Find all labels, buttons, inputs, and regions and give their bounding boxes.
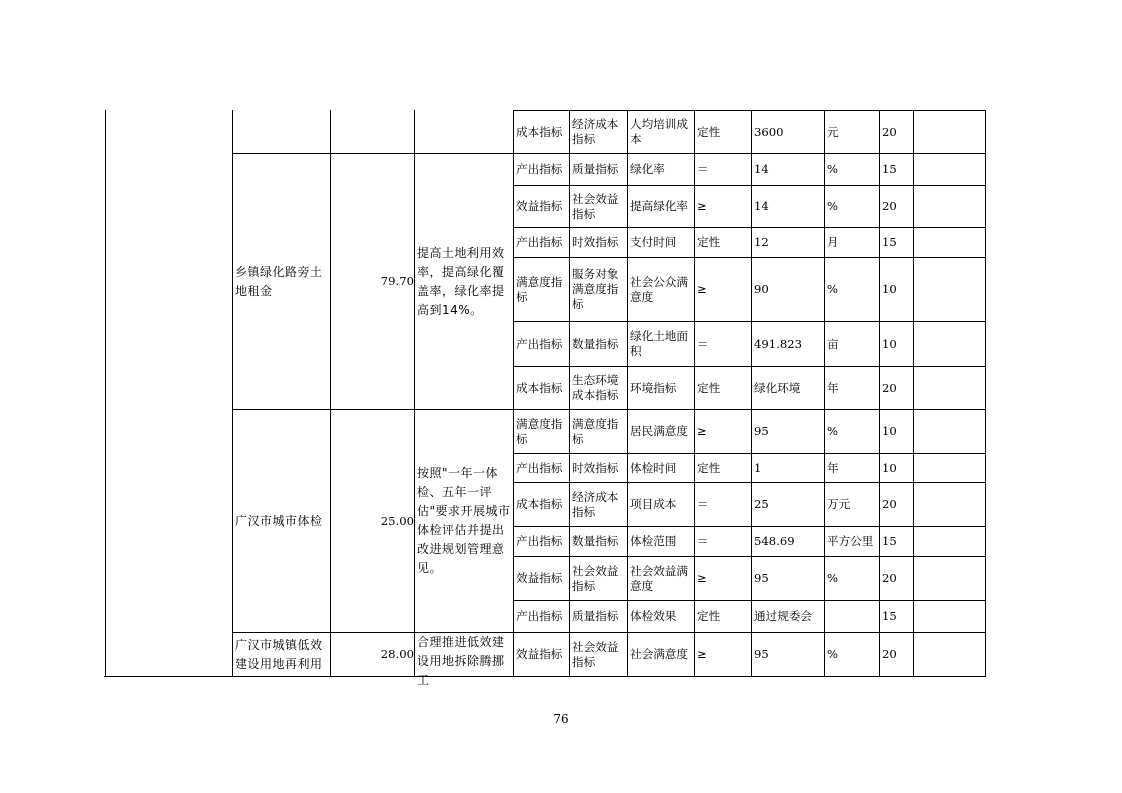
indicator-weight bbox=[879, 410, 913, 453]
indicator-value bbox=[751, 454, 824, 482]
indicator-weight bbox=[879, 633, 913, 676]
indicator-level3 bbox=[627, 557, 694, 600]
indicator-level3-text: 社会满意度 bbox=[630, 647, 688, 661]
indicator-level2-text: 质量指标 bbox=[572, 162, 619, 176]
indicator-weight-text: 20 bbox=[882, 124, 897, 139]
indicator-level1 bbox=[513, 322, 569, 366]
indicator-level2 bbox=[569, 410, 627, 453]
indicator-value bbox=[751, 186, 824, 227]
indicator-value-text: 95 bbox=[754, 571, 769, 585]
project-goal bbox=[414, 154, 513, 409]
indicator-weight-text: 20 bbox=[882, 380, 897, 395]
indicator-weight bbox=[879, 186, 913, 227]
project-goal bbox=[414, 633, 513, 687]
indicator-unit bbox=[824, 527, 879, 556]
indicator-level1-text: 产出指标 bbox=[516, 162, 563, 176]
indicator-operator bbox=[694, 111, 751, 153]
indicator-unit-text: 万元 bbox=[827, 497, 851, 511]
indicator-level3-text: 体检范围 bbox=[630, 534, 677, 548]
indicator-value bbox=[751, 601, 824, 632]
project-name-text: 乡镇绿化路旁土地租金 bbox=[235, 264, 323, 298]
indicator-value-text: 548.69 bbox=[754, 534, 795, 548]
indicator-level1-text: 产出指标 bbox=[516, 336, 563, 351]
indicator-operator-text: 定性 bbox=[697, 124, 721, 139]
indicator-level3 bbox=[627, 258, 694, 321]
indicator-level2 bbox=[569, 258, 627, 321]
indicator-operator bbox=[694, 410, 751, 453]
indicator-level2-text: 数量指标 bbox=[572, 336, 619, 351]
indicator-level3 bbox=[627, 633, 694, 676]
project-amount bbox=[330, 154, 414, 409]
indicator-operator bbox=[694, 186, 751, 227]
indicator-level2 bbox=[569, 454, 627, 482]
indicator-level1 bbox=[513, 186, 569, 227]
indicator-operator bbox=[694, 633, 751, 676]
indicator-level1-text: 效益指标 bbox=[516, 199, 563, 213]
indicator-weight bbox=[879, 527, 913, 556]
indicator-level1-text: 成本指标 bbox=[516, 497, 563, 511]
indicator-weight bbox=[879, 557, 913, 600]
indicator-weight bbox=[879, 454, 913, 482]
indicator-value bbox=[751, 258, 824, 321]
indicator-level1 bbox=[513, 483, 569, 526]
indicator-level3-text: 体检效果 bbox=[630, 609, 677, 623]
indicator-value-text: 通过规委会 bbox=[754, 609, 812, 623]
indicator-unit bbox=[824, 186, 879, 227]
indicator-level2-text: 社会效益指标 bbox=[572, 639, 619, 669]
indicator-weight bbox=[879, 258, 913, 321]
indicator-weight-text: 15 bbox=[882, 534, 897, 548]
project-goal-text: 按照"一年一体检、五年一评估"要求开展城市体检评估并提出改进规划管理意见。 bbox=[417, 466, 511, 575]
indicator-level1-text: 效益指标 bbox=[516, 571, 563, 585]
indicator-level1 bbox=[513, 454, 569, 482]
indicator-weight-text: 20 bbox=[882, 571, 897, 585]
indicator-level3-text: 绿化土地面积 bbox=[630, 329, 688, 358]
indicator-level2 bbox=[569, 367, 627, 409]
indicator-operator bbox=[694, 228, 751, 257]
indicator-value-text: 491.823 bbox=[754, 336, 802, 351]
indicator-operator bbox=[694, 557, 751, 600]
project-amount-text: 79.70 bbox=[380, 274, 414, 288]
indicator-value bbox=[751, 111, 824, 153]
indicator-level2-text: 经济成本指标 bbox=[572, 117, 619, 146]
indicator-weight bbox=[879, 154, 913, 185]
indicator-operator bbox=[694, 601, 751, 632]
indicator-operator-text: ≥ bbox=[697, 199, 707, 213]
indicator-unit-text: % bbox=[827, 162, 839, 176]
indicator-level2-text: 数量指标 bbox=[572, 534, 619, 548]
indicator-level2 bbox=[569, 527, 627, 556]
project-name bbox=[232, 111, 330, 153]
indicator-unit bbox=[824, 633, 879, 676]
column-border-outer-right bbox=[985, 110, 986, 676]
indicator-level1-text: 满意度指标 bbox=[516, 416, 563, 446]
indicator-unit bbox=[824, 154, 879, 185]
indicator-operator-text: 定性 bbox=[697, 609, 721, 623]
project-amount-text: 25.00 bbox=[380, 513, 414, 528]
indicator-value bbox=[751, 367, 824, 409]
project-name bbox=[232, 154, 330, 409]
indicator-level2-text: 社会效益指标 bbox=[572, 191, 619, 221]
indicator-level3 bbox=[627, 483, 694, 526]
indicator-value bbox=[751, 633, 824, 676]
indicator-value-text: 14 bbox=[754, 162, 769, 176]
indicator-level1 bbox=[513, 527, 569, 556]
indicator-value-text: 12 bbox=[754, 235, 769, 249]
indicator-weight-text: 15 bbox=[882, 609, 897, 623]
indicator-unit-text: % bbox=[827, 282, 839, 296]
indicator-level2 bbox=[569, 601, 627, 632]
indicator-level1-text: 成本指标 bbox=[516, 124, 563, 139]
indicator-unit-text: % bbox=[827, 424, 839, 438]
indicator-level3 bbox=[627, 154, 694, 185]
indicator-unit-text: % bbox=[827, 199, 839, 213]
indicator-level2-text: 经济成本指标 bbox=[572, 489, 619, 519]
indicator-level1-text: 产出指标 bbox=[516, 609, 563, 623]
table-bottom-border bbox=[104, 676, 986, 677]
indicator-level3-text: 社会公众满意度 bbox=[630, 274, 688, 304]
indicator-weight bbox=[879, 111, 913, 153]
indicator-level2 bbox=[569, 633, 627, 676]
indicator-level3 bbox=[627, 527, 694, 556]
indicator-weight bbox=[879, 483, 913, 526]
indicator-operator-text: 定性 bbox=[697, 380, 721, 395]
indicator-value-text: 3600 bbox=[754, 124, 784, 139]
project-amount bbox=[330, 111, 414, 153]
indicator-level1 bbox=[513, 410, 569, 453]
indicator-level1 bbox=[513, 154, 569, 185]
indicator-unit-text: % bbox=[827, 571, 839, 585]
indicator-level2-text: 质量指标 bbox=[572, 609, 619, 623]
indicator-operator bbox=[694, 154, 751, 185]
indicator-level2 bbox=[569, 228, 627, 257]
indicator-weight-text: 10 bbox=[882, 424, 897, 438]
indicator-weight-text: 20 bbox=[882, 199, 897, 213]
indicator-level1 bbox=[513, 633, 569, 676]
project-name bbox=[232, 410, 330, 632]
indicator-value bbox=[751, 483, 824, 526]
indicator-level3-text: 环境指标 bbox=[630, 380, 677, 395]
indicator-value bbox=[751, 228, 824, 257]
indicator-operator-text: ≥ bbox=[697, 282, 707, 296]
indicator-unit bbox=[824, 322, 879, 366]
indicator-unit bbox=[824, 557, 879, 600]
indicator-level3 bbox=[627, 410, 694, 453]
indicator-level3 bbox=[627, 601, 694, 632]
project-goal bbox=[414, 111, 513, 153]
indicator-weight-text: 15 bbox=[882, 235, 897, 249]
project-amount bbox=[330, 410, 414, 632]
indicator-weight bbox=[879, 601, 913, 632]
indicator-level3-text: 项目成本 bbox=[630, 497, 677, 511]
indicator-unit bbox=[824, 410, 879, 453]
indicator-unit-text: 年 bbox=[827, 380, 839, 395]
indicator-level3-text: 支付时间 bbox=[630, 235, 677, 249]
indicator-weight-text: 20 bbox=[882, 497, 897, 511]
indicator-value-text: 1 bbox=[754, 460, 762, 475]
indicator-operator-text: ＝ bbox=[697, 497, 709, 511]
indicator-unit bbox=[824, 228, 879, 257]
indicator-level2 bbox=[569, 154, 627, 185]
project-name-text: 广汉市城市体检 bbox=[235, 513, 323, 528]
indicator-level1-text: 产出指标 bbox=[516, 534, 563, 548]
indicator-value-text: 绿化环境 bbox=[754, 380, 801, 395]
indicator-level1-text: 产出指标 bbox=[516, 460, 563, 475]
indicator-level2-text: 时效指标 bbox=[572, 235, 619, 249]
indicator-unit-text: 年 bbox=[827, 460, 839, 475]
indicator-level2-text: 社会效益指标 bbox=[572, 563, 619, 593]
indicator-operator-text: ≥ bbox=[697, 424, 707, 438]
indicator-unit bbox=[824, 111, 879, 153]
indicator-level3 bbox=[627, 367, 694, 409]
indicator-level1 bbox=[513, 228, 569, 257]
indicator-value-text: 14 bbox=[754, 199, 769, 213]
indicator-weight bbox=[879, 228, 913, 257]
indicator-level3 bbox=[627, 322, 694, 366]
indicator-operator bbox=[694, 322, 751, 366]
indicator-operator-text: 定性 bbox=[697, 235, 721, 249]
indicator-value-text: 95 bbox=[754, 424, 769, 438]
indicator-level2-text: 服务对象满意度指标 bbox=[572, 267, 619, 311]
indicator-unit-text: % bbox=[827, 647, 839, 661]
indicator-value-text: 25 bbox=[754, 497, 769, 511]
indicator-operator bbox=[694, 367, 751, 409]
indicator-level1 bbox=[513, 258, 569, 321]
indicator-unit bbox=[824, 601, 879, 632]
indicator-level3 bbox=[627, 186, 694, 227]
indicator-level2 bbox=[569, 322, 627, 366]
indicator-level1 bbox=[513, 367, 569, 409]
indicator-weight-text: 15 bbox=[882, 162, 897, 176]
indicator-value bbox=[751, 527, 824, 556]
indicator-level3-text: 居民满意度 bbox=[630, 424, 688, 438]
project-goal bbox=[414, 410, 513, 632]
project-name bbox=[232, 633, 330, 676]
project-goal-text: 合理推进低效建设用地拆除腾挪工 bbox=[417, 635, 505, 687]
indicator-level2-text: 时效指标 bbox=[572, 460, 619, 475]
indicator-unit bbox=[824, 483, 879, 526]
indicator-operator bbox=[694, 483, 751, 526]
indicator-level2 bbox=[569, 557, 627, 600]
indicator-value bbox=[751, 154, 824, 185]
indicator-unit-text: 平方公里 bbox=[827, 534, 874, 548]
project-name-text: 广汉市城镇低效建设用地再利用 bbox=[235, 637, 323, 671]
indicator-operator-text: ≥ bbox=[697, 647, 707, 661]
indicator-weight-text: 10 bbox=[882, 282, 897, 296]
indicator-level1-text: 成本指标 bbox=[516, 380, 563, 395]
indicator-level3-text: 体检时间 bbox=[630, 460, 677, 475]
indicator-value bbox=[751, 410, 824, 453]
indicator-level3 bbox=[627, 454, 694, 482]
indicator-operator bbox=[694, 258, 751, 321]
indicator-unit bbox=[824, 258, 879, 321]
indicator-operator-text: ＝ bbox=[697, 336, 709, 351]
indicator-weight bbox=[879, 367, 913, 409]
indicator-level1-text: 效益指标 bbox=[516, 647, 563, 661]
indicator-operator bbox=[694, 454, 751, 482]
indicator-operator-text: ＝ bbox=[697, 162, 709, 176]
column-border-outer-left bbox=[105, 110, 106, 676]
indicator-level2 bbox=[569, 111, 627, 153]
indicator-level3-text: 社会效益满意度 bbox=[630, 563, 688, 593]
indicator-value-text: 90 bbox=[754, 282, 769, 296]
project-goal-text: 提高土地利用效率，提高绿化覆盖率，绿化率提高到14%。 bbox=[417, 245, 505, 317]
page-number: 76 bbox=[553, 712, 569, 726]
project-amount bbox=[330, 633, 414, 676]
indicator-operator-text: 定性 bbox=[697, 460, 721, 475]
indicator-operator-text: ≥ bbox=[697, 571, 707, 585]
indicator-value-text: 95 bbox=[754, 647, 769, 661]
indicator-level3 bbox=[627, 228, 694, 257]
indicator-weight-text: 10 bbox=[882, 460, 897, 475]
indicator-value bbox=[751, 557, 824, 600]
column-border-l bbox=[913, 110, 914, 676]
indicator-weight-text: 10 bbox=[882, 336, 897, 351]
indicator-level3-text: 绿化率 bbox=[630, 162, 665, 176]
indicator-weight-text: 20 bbox=[882, 647, 897, 661]
indicator-level3 bbox=[627, 111, 694, 153]
indicator-unit bbox=[824, 367, 879, 409]
indicator-operator bbox=[694, 527, 751, 556]
indicator-unit-text: 亩 bbox=[827, 336, 839, 351]
indicator-level1 bbox=[513, 557, 569, 600]
indicator-weight bbox=[879, 322, 913, 366]
indicator-level2-text: 满意度指标 bbox=[572, 416, 619, 446]
indicator-level1-text: 满意度指标 bbox=[516, 274, 563, 304]
indicator-operator-text: ＝ bbox=[697, 534, 709, 548]
indicator-unit-text: 元 bbox=[827, 124, 839, 139]
project-amount-text: 28.00 bbox=[380, 647, 414, 661]
indicator-value bbox=[751, 322, 824, 366]
indicator-level2 bbox=[569, 483, 627, 526]
indicator-level1-text: 产出指标 bbox=[516, 235, 563, 249]
indicator-unit-text: 月 bbox=[827, 235, 839, 249]
indicator-level2 bbox=[569, 186, 627, 227]
indicator-level1 bbox=[513, 111, 569, 153]
indicator-unit bbox=[824, 454, 879, 482]
indicator-level3-text: 人均培训成本 bbox=[630, 117, 688, 146]
indicator-level3-text: 提高绿化率 bbox=[630, 199, 688, 213]
indicator-level2-text: 生态环境成本指标 bbox=[572, 373, 619, 402]
indicator-level1 bbox=[513, 601, 569, 632]
